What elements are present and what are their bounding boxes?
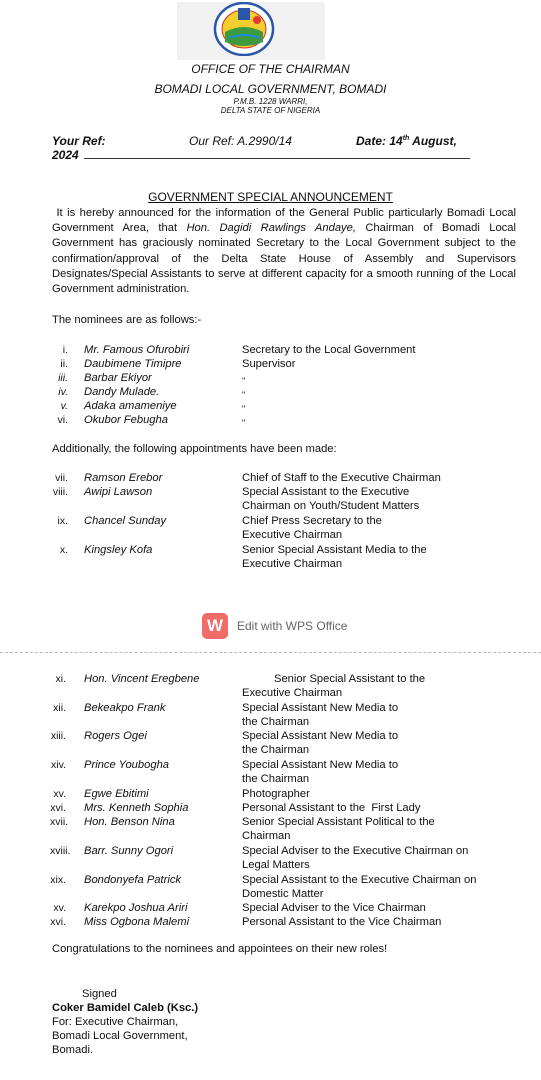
nominee-role-ditto: " — [242, 418, 246, 428]
appointee-name: Awipi Lawson — [84, 486, 153, 498]
appointee-name: Hon. Vincent Eregbene — [84, 673, 200, 685]
list-number: xvi. — [50, 802, 66, 814]
nominees-intro: The nominees are as follows:- — [52, 314, 202, 326]
chairman-name: Hon. Dagidi Rawlings Andaye, — [186, 222, 356, 235]
signatory-town: Bomadi. — [52, 1044, 94, 1056]
office-heading: OFFICE OF THE CHAIRMAN — [191, 62, 350, 76]
appointee-name: Karekpo Joshua Ariri — [84, 902, 188, 914]
signatory-lga: Bomadi Local Government, — [52, 1030, 188, 1042]
list-number: xix. — [50, 874, 66, 886]
appointee-role: Special Adviser to the Vice Chairman — [242, 902, 426, 914]
list-number: ix. — [57, 515, 68, 527]
intro-paragraph — [52, 206, 516, 297]
appointee-role: Senior Special Assistant Political to the Chairman — [242, 816, 435, 842]
nominee-role: Secretary to the Local Government — [242, 344, 416, 356]
list-number: vi. — [57, 414, 68, 426]
nominee-name: Okubor Febugha — [84, 414, 168, 426]
list-number: xii. — [53, 702, 66, 714]
appointee-role: Personal Assistant to the Vice Chairman — [242, 916, 442, 928]
nominee-role-ditto: " — [242, 376, 246, 386]
list-number: xv. — [53, 902, 66, 914]
nominee-name: Barbar Ekiyor — [84, 372, 152, 384]
nominee-name: Daubimene Timipre — [84, 358, 182, 370]
intro-text-after: Chairman of Bomadi Local Government has graciously nominated Secretary to the Local Government subject to the confirmation/approval of the Delta State House of Assembly and Supervisors Designates/Special Assistants to serve at different capacity for a smooth running of the Local Government administration. — [52, 222, 516, 296]
nominee-role-ditto: " — [242, 390, 246, 400]
signatory-name: Coker Bamidel Caleb (Ksc.) — [52, 1002, 199, 1014]
list-number: xiv. — [51, 759, 66, 771]
date-prefix: Date: 14 — [356, 134, 403, 148]
appointee-name: Kingsley Kofa — [84, 544, 153, 556]
appointee-role: Chief of Staff to the Executive Chairman — [242, 472, 441, 484]
appointee-name: Bekeakpo Frank — [84, 702, 166, 714]
letter-date — [356, 134, 457, 148]
our-ref: Our Ref: A.2990/14 — [189, 134, 292, 148]
state-address: DELTA STATE OF NIGERIA — [220, 106, 321, 115]
ref-year: 2024 — [52, 148, 79, 162]
appointee-name: Prince Youbogha — [84, 759, 170, 771]
nominee-name: Mr. Famous Ofurobiri — [84, 344, 190, 356]
appointee-name: Rogers Ogei — [84, 730, 147, 742]
appointee-role: Special Assistant to the Executive Chairman on Youth/Student Matters — [242, 486, 420, 512]
signed-label: Signed — [82, 988, 117, 1000]
list-number: ii. — [60, 358, 68, 370]
date-ordinal: th — [402, 135, 410, 142]
list-number: i. — [62, 344, 68, 356]
appointee-name: Barr. Sunny Ogori — [84, 845, 174, 857]
appointee-role: Special Assistant New Media to the Chairman — [242, 702, 399, 728]
nominee-role-ditto: " — [242, 404, 246, 414]
appointee-role: Chief Press Secretary to the Executive Chairman — [242, 515, 382, 541]
list-number: xiii. — [50, 730, 66, 742]
list-number: viii. — [52, 486, 68, 498]
your-ref-label: Your Ref: — [52, 134, 106, 148]
list-number: xviii. — [50, 845, 71, 857]
list-number: xvii. — [50, 816, 69, 828]
pmb-address: P.M.B. 1228 WARRI, — [233, 97, 308, 106]
signatory-for: For: Executive Chairman, — [52, 1016, 179, 1028]
appointee-name: Hon. Benson Nina — [84, 816, 175, 828]
congratulations: Congratulations to the nominees and appointees on their new roles! — [52, 943, 388, 955]
date-suffix: August, — [409, 134, 457, 148]
list-number: v. — [60, 400, 68, 412]
nominee-name: Adaka amameniye — [84, 400, 177, 412]
appointee-role: Special Adviser to the Executive Chairman on Legal Matters — [242, 845, 469, 871]
list-number: iv. — [58, 386, 68, 398]
appointee-name: Ramson Erebor — [84, 472, 163, 484]
appointee-role: Senior Special Assistant Media to the Executive Chairman — [242, 544, 427, 570]
lga-heading: BOMADI LOCAL GOVERNMENT, BOMADI — [154, 82, 387, 96]
reference-rule — [84, 158, 470, 159]
appointee-role: Special Assistant New Media to the Chairman — [242, 759, 399, 785]
appointee-role: Photographer — [242, 788, 310, 800]
appointee-role: Senior Special Assistant to the Executive Chairman — [242, 673, 426, 699]
intro-text-before: It is hereby announced for the information of the General Public particularly Bomadi Local Government Area, that — [52, 207, 517, 235]
page-break — [0, 652, 541, 653]
edit-with-wps-link[interactable]: Edit with WPS Office — [237, 619, 348, 633]
appointee-role: Special Assistant New Media to the Chairman — [242, 730, 399, 756]
list-number: xvi. — [50, 916, 66, 928]
appointee-name: Mrs. Kenneth Sophia — [84, 802, 189, 814]
list-number: xv. — [53, 788, 66, 800]
list-number: iii. — [58, 372, 68, 384]
nominee-role: Supervisor — [242, 358, 296, 370]
list-number: x. — [59, 544, 68, 556]
appointee-role: Personal Assistant to the First Lady — [242, 802, 421, 814]
appointee-name: Chancel Sunday — [84, 515, 167, 527]
appointee-name: Miss Ogbona Malemi — [84, 916, 190, 928]
announcement-title-text: GOVERNMENT SPECIAL ANNOUNCEMENT — [148, 190, 393, 204]
additional-intro: Additionally, the following appointments have been made: — [52, 443, 337, 455]
list-number: xi. — [55, 673, 66, 685]
nominee-name: Dandy Mulade. — [84, 386, 160, 398]
bomadi-lga-seal — [213, 2, 275, 56]
appointee-name: Egwe Ebitimi — [84, 788, 149, 800]
wps-office-icon[interactable] — [202, 613, 228, 639]
wps-icon-glyph: W — [206, 616, 224, 635]
appointee-name: Bondonyefa Patrick — [84, 874, 182, 886]
announcement-title — [0, 190, 541, 204]
list-number: vii. — [55, 472, 68, 484]
appointee-role: Special Assistant to the Executive Chairman on Domestic Matter — [242, 874, 477, 900]
